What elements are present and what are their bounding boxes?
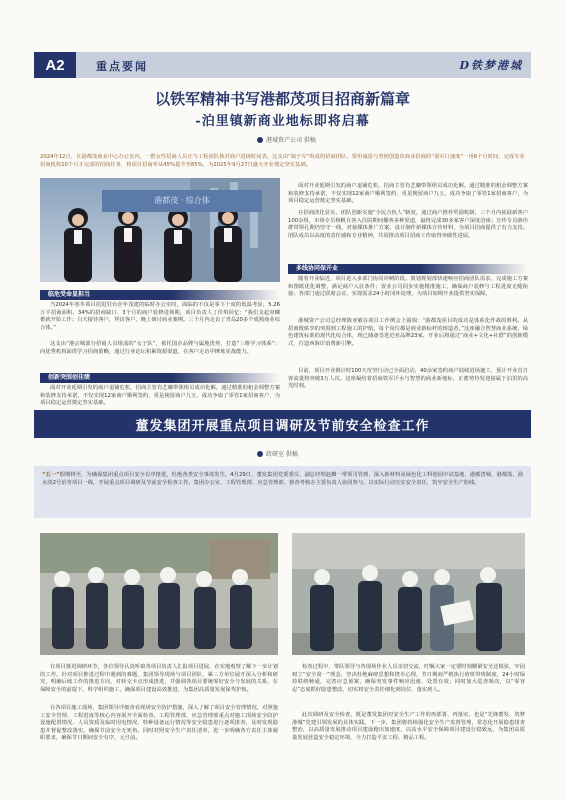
article2-right-paragraph-1: 检查过程中，带队领导与各现场作业人员亲切交流，叮嘱大家一定要时刻绷紧安全这根弦，牢固树立“安全第一”理念，坚决杜绝麻痹思想和侥幸心理，节日期间严格执行值班带班制度，24小时保持联络畅通，完善应急预案，确保突发事件响应迅速、处置有效；同时加大巡查频次，以“零容忍”态度抓好隐患整改，切实将安全责任细化到岗位、落实到人。 — [292, 664, 525, 693]
article2-photo-site-briefing — [292, 533, 525, 655]
article2-byline-text: 政研室 供稿 — [266, 451, 298, 458]
article2-left-paragraph-1: 在项目推进调研环节，各位领导认真听取各项目负责人汇报项目进展，在实地观察了解下一步计划的工作。针对项目推进过程中遇到的难题，集团领导现场与项目团队、累三方单位展开深入分析和研究，明确后续工作的推进方向，对转交卡点形成推进，并强调各项目要统筹好安全与发展的关系，在保障安全的前提下，科学组织施工，确保项目建设高效推进，为集团高质量发展保驾护航。 — [40, 664, 278, 693]
site-briefing-photo-illustration — [292, 533, 525, 655]
article2-title: 董发集团开展重点项目调研及节前安全检查工作 — [34, 410, 531, 438]
article1-paragraph-3b: 面对开业延期引发的商户退铺危机，招商主管肖艺曦带领组员成功化解，通过精准的租金调整方案和装修支持承诺，不仅实现12家商户顺利签约，更是挽留商户九五，成功争取了零管1家招商客户，为项目稳定运营奠定坚实基础。 — [288, 183, 528, 205]
article1-byline — [257, 135, 316, 144]
article1-paragraph-7: 目前，项目开业倒计时100天攻坚行动已全面启动，40余家签约商户陆续进场施工，预计开业首日客流量将突破3万人次。这座凝结着招商铁军汗水与智慧的商业新地标，正蓄势待发迎接属于泊里的高光时刻。 — [288, 368, 528, 390]
article2-right-paragraph-2: 此次调研及安全检查，既是董发集团对安全生产工作的再部署、再落实，也是“先锋董发、筑梦港城”党建引领发展的具体实践。下一步，集团将持续强化安全生产监督管理，常态化开展隐患排查整治，以高质量发展推动项目建设跑出加速度，以高水平安全保障项目建设行稳致远，为集团高质量发展营造安全稳定环境，全力打造平安工程、精品工程。 — [292, 712, 525, 741]
article1-lead: 2024年12月，在港都茂商业中心办公室内，一群女性招商人员正与工程团队核对商户进场时间表。这支由“娘子军”组成的招商团队，要用诚恳与坚韧创造出商业招商的“重军口速度”一用6个月时间，完成专业招商机构10个月才完成的招商任务，将项目招商率从45%提升至85%，为2025年9月27日盛大开业奠定坚实基础。 — [40, 154, 525, 168]
section-title: 重点要闻 — [96, 60, 148, 73]
article1-paragraph-5: 随着开业临近，项目进入多部门协同冲刺阶段。策划规划部快速响应招商团队需求，完成施工方案和图纸优化调整，满足商户入驻条件；置业公司同步实施精准施工，确保商户装修与工程进度无缝衔接；各部门通过联席会议，实现需求24小时闭环处理，为项目如期开业提供坚实保障。 — [288, 276, 528, 298]
byline-icon — [257, 451, 263, 457]
article1-byline-text: 港城资产公司 供稿 — [266, 137, 316, 144]
article1-photo-team — [40, 178, 280, 282]
article1-title: 以铁军精神书写港都茂项目招商新篇章 — [154, 90, 410, 108]
section-heading-1: 临危受命显担当 — [40, 290, 280, 300]
article2-intro-box — [34, 466, 531, 518]
page-header — [34, 52, 531, 78]
newspaper-brand: D铁梦港城 — [459, 59, 523, 72]
page-number: A2 — [34, 52, 76, 78]
section-heading-2: 创新突围创佳绩 — [40, 373, 280, 383]
led-screen-text: 港都茂 · 综合体 — [102, 190, 262, 212]
inspection-photo-illustration — [40, 533, 278, 655]
article2-photo-inspection-group — [40, 533, 278, 655]
article1-paragraph-4: 在招商淡化显实，团队创新实施“全民合伙人”制度，通过商户推荐奖励机制，三个月内拓展新客户100余组，市场专员杨帆在客入住院期间播客多种渠道，最终完成30多家客户深度洽谈；宣传专员薛佳群带领孔期仍坚守一线，对接媒体推广方案，设计制作新媒体宣传材料，为项目招商提供了有力支持。团队成员以高度的责任感和专业精神，共同推动项目招商工作取得突破性进展。 — [288, 210, 528, 239]
article2-left-paragraph-2: 在各项目施工现场，集团领导详细查看现场安全防护措施，深入了解了项目安全管理情况，对照施工安全管理、工程进度等核心内容展开全面检查。工程管理部、应急管理部重点对施工现场安全防护设施配置情况、人员资质及临时用电情况、特种设备运行情况等安全隐患进行逐项排查，及时发现隐患并督促整改落实，确保节前安全无死角。同时对照安全生产责任清单，进一步明确各方责任主体履职要求，确保节日期间安全有序，元旦前。 — [40, 705, 278, 742]
article2-intro-quote: “五一” — [42, 472, 60, 478]
article2-intro-text: 假期将至，为确保集团重点项目安全有序推进，杜绝各类安全事故发生，4月29日，董发集团党委委员、副总经理赵濉一带领司管到、深入新材料及绿色化工科创园中试基地、港都湾城、港都茂、海水淡2号治等项目一线，开展重点项目调研及节前安全检查工作。集团办公室、工程管理部、应急管理部、督查考核办主要负责人协同参与，以实际行动压实安全责任，筑牢安全生产防线。 — [42, 472, 523, 486]
article1-paragraph-6: 港城资产公司总经理陈亚敏在项目工作例会上强调：“港都茂项目的成功是体系化作战的胜利。从招商既贴李的突围到工程施工的护航，每个岗位都是商业新标杆的铸造者。”这座融合智慧商业系统、绿色建筑标准的现代化综合体，现已储备签进近亚品牌23家，开业后将通过“商业+文化+社群”的创新模式，打造西海岸消费新引擎。 — [288, 318, 528, 347]
article1-paragraph-1: 当2024年寒冬项目招进驻台企年茂建的临时办公室时，面临的不仅是零下十度的低温考验，5.26万平招商面积、34%的招商缺口、3个月的商户装修进场期，项目负责人丁佳琪回忆：“我们支起双螺蓄就开始工作；白天接待客户，拜访客户，晚上研讨商业案例。三个月内走访了青岛20多个成熟商业综合体。” — [40, 302, 280, 331]
article1-paragraph-2: 这支由“港宗城部分招商人员组成的“女子队”，依托国企品牌与属地优势，打造“三维学习体系”：向优秀机构面供学习招商策略，通过行业论坛积累资源渠道，在客户走访中锤炼实战能力。 — [40, 341, 280, 355]
article1-paragraph-3a: 面对开业延期引发的商户退铺危机，招商主管肖艺曦带领组员成功化解，通过精准的租金调整方案和装修支持承诺，不仅实现12家商户顺利签约，更是挽留商户九五，成功争取了零管1家招商客户，为项目稳定运营奠定坚实基础。 — [40, 385, 280, 407]
byline-icon — [257, 137, 263, 143]
article2-byline — [257, 449, 298, 458]
section-heading-3: 多线协同保开业 — [288, 264, 528, 274]
article1-subtitle: -泊里镇新商业地标即将启幕 — [195, 114, 370, 129]
